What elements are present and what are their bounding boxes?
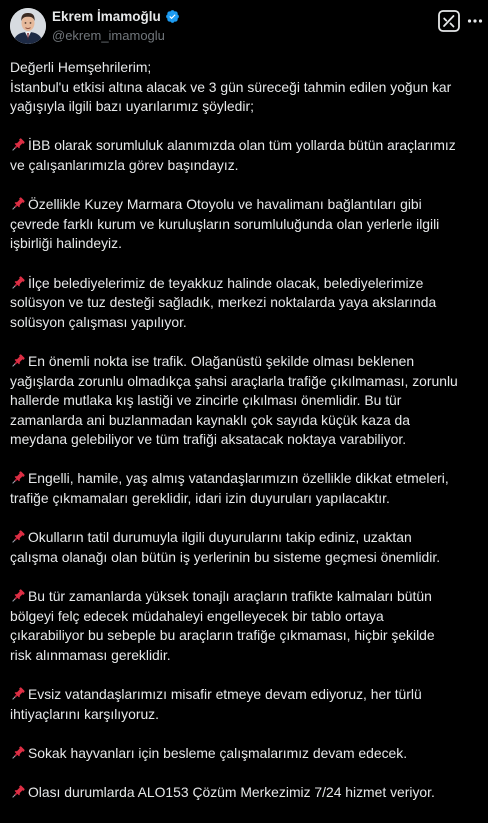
tweet-line — [10, 430, 482, 450]
tweet-paragraph — [10, 274, 482, 333]
tweet-line — [10, 195, 482, 215]
tweet-line — [10, 528, 482, 548]
tweet-line — [10, 234, 482, 254]
tweet-line — [10, 626, 482, 646]
tweet-line-text: risk alınmaması gereklidir. — [10, 646, 171, 663]
paragraph-spacer — [10, 509, 482, 529]
pushpin-emoji-icon — [10, 783, 27, 800]
tweet-line-text: bölgeyi felç edecek müdahaleyi engelleyecek bir tablo ortaya — [10, 607, 384, 624]
tweet-line — [10, 489, 482, 509]
tweet-line-text: solüsyon çalışması yapılıyor. — [10, 313, 187, 330]
tweet-line — [10, 705, 482, 725]
paragraph-spacer — [10, 117, 482, 137]
tweet-line-text: ihtiyaçlarını karşılıyoruz. — [10, 705, 159, 722]
tweet-header — [0, 0, 488, 52]
tweet-line-text: En önemli nokta ise trafik. Olağanüstü şekilde olması beklenen — [28, 352, 415, 369]
author-display-name[interactable]: Ekrem İmamoğlu — [52, 9, 161, 24]
tweet-line — [10, 78, 482, 98]
tweet-line — [10, 352, 482, 372]
tweet-line-text: ve çalışanlarımızla görev başındayız. — [10, 156, 239, 173]
tweet-paragraph — [10, 783, 482, 803]
tweet-line-text: zamanlarda ani buzlanmadan kaynaklı çok sayıda küçük kaza da — [10, 411, 410, 428]
paragraph-spacer — [10, 176, 482, 196]
tweet-line-text: Sokak hayvanları için besleme çalışmalarımız devam edecek. — [28, 744, 408, 761]
tweet-line — [10, 136, 482, 156]
tweet-line — [10, 215, 482, 235]
paragraph-spacer — [10, 450, 482, 470]
pushpin-emoji-icon — [10, 469, 27, 486]
tweet-line-text: Okulların tatil durumuyla ilgili duyurularını takip ediniz, uzaktan — [28, 529, 412, 546]
tweet-line-text: Değerli Hemşehrilerim; — [10, 59, 152, 75]
avatar[interactable] — [10, 8, 46, 44]
tweet-paragraph — [10, 528, 482, 567]
tweet-line-text: Evsiz vatandaşlarımızı misafir etmeye devam ediyoruz, her türlü — [28, 686, 422, 702]
tweet-line-text: Engelli, hamile, yaş almış vatandaşlarımızın özellikle dikkat etmeleri, — [28, 470, 449, 487]
tweet-paragraph — [10, 136, 482, 175]
tweet-line — [10, 783, 482, 803]
tweet-line-text: çevrede farklı kurum ve kuruluşların sorumluluğunda olan yerlerle ilgili — [10, 215, 440, 232]
tweet-line — [10, 744, 482, 764]
paragraph-spacer — [10, 332, 482, 352]
paragraph-spacer — [10, 665, 482, 685]
more-options-button[interactable] — [466, 12, 484, 30]
paragraph-spacer — [10, 763, 482, 783]
tweet-paragraph — [10, 587, 482, 665]
more-icon — [466, 12, 484, 30]
tweet-line-text: solüsyon ve tuz desteği sağladık, merkezi noktalarda yaya akslarında — [10, 294, 437, 311]
tweet-line — [10, 274, 482, 294]
pushpin-emoji-icon — [10, 685, 27, 702]
tweet-line-text: çıkarabiliyor bu sebeple bu araçların trafiğe çıkmaması, hiçbir şekilde — [10, 627, 435, 644]
pushpin-emoji-icon — [10, 744, 27, 761]
tweet-paragraph — [10, 352, 482, 450]
pushpin-emoji-icon — [10, 587, 27, 604]
tweet-line — [10, 372, 482, 392]
tweet-paragraph — [10, 744, 482, 764]
paragraph-spacer — [10, 254, 482, 274]
pushpin-emoji-icon — [10, 136, 27, 153]
tweet-line — [10, 646, 482, 666]
tweet-line — [10, 607, 482, 627]
tweet-line — [10, 313, 482, 333]
grok-button[interactable] — [438, 10, 460, 32]
author-name-row — [52, 9, 180, 24]
tweet-line-text: hallerde mutlaka kış lastiği ve zincirle çıkılması önemlidir. Bu tür — [10, 392, 402, 409]
tweet-line-text: Bu tür zamanlarda yüksek tonajlı araçların trafikte kalmaları bütün — [28, 588, 432, 605]
tweet-paragraph — [10, 195, 482, 254]
pushpin-emoji-icon — [10, 195, 27, 212]
tweet-line-text: İstanbul'u etkisi altına alacak ve 3 gün süreceği tahmin edilen yoğun kar — [10, 78, 452, 95]
paragraph-spacer — [10, 567, 482, 587]
tweet-line-text: işbirliği halindeyiz. — [10, 235, 122, 252]
tweet-line — [10, 97, 482, 117]
tweet-paragraph — [10, 58, 482, 117]
tweet-line — [10, 156, 482, 176]
tweet-line-text: İlçe belediyelerimiz de teyakkuz halinde olacak, belediyelerimize — [28, 274, 424, 291]
tweet-line-text: trafiğe çıkmamaları gereklidir, idari izin duyuruları yapılacaktır. — [10, 490, 390, 507]
author-handle[interactable]: @ekrem_imamoglu — [52, 28, 165, 43]
tweet-line-text: yağışlarda zorunlu olmadıkça şahsi araçlarla trafiğe çıkılmaması, zorunlu — [10, 372, 458, 389]
grok-icon — [438, 10, 460, 32]
tweet-line-text: Özellikle Kuzey Marmara Otoyolu ve havalimanı bağlantıları gibi — [28, 196, 422, 213]
tweet-line-text: yağışıyla ilgili bazı uyarılarımız şöyledir; — [10, 98, 254, 115]
tweet-paragraph — [10, 469, 482, 508]
tweet-line-text: çalışma olanağı olan bütün iş yerlerinin bu sisteme geçmesi önemlidir. — [10, 548, 441, 565]
tweet-line — [10, 293, 482, 313]
tweet-line-text: Olası durumlarda ALO153 Çözüm Merkezimiz 7/24 hizmet veriyor. — [28, 783, 435, 800]
tweet-line — [10, 548, 482, 568]
verified-badge-icon — [165, 9, 180, 24]
tweet-paragraph — [10, 685, 482, 724]
pushpin-emoji-icon — [10, 274, 27, 291]
tweet-line-text: meydana gelebiliyor ve tüm trafiği aksatacak noktaya varabiliyor. — [10, 431, 407, 448]
tweet-line — [10, 685, 482, 705]
tweet-line — [10, 587, 482, 607]
paragraph-spacer — [10, 724, 482, 744]
tweet-line-text: İBB olarak sorumluluk alanımızda olan tüm yollarda bütün araçlarımız — [28, 137, 456, 154]
pushpin-emoji-icon — [10, 352, 27, 369]
tweet-line — [10, 411, 482, 431]
tweet-line — [10, 469, 482, 489]
tweet-line — [10, 58, 482, 78]
tweet-line — [10, 391, 482, 411]
pushpin-emoji-icon — [10, 528, 27, 545]
tweet-text — [10, 58, 482, 803]
